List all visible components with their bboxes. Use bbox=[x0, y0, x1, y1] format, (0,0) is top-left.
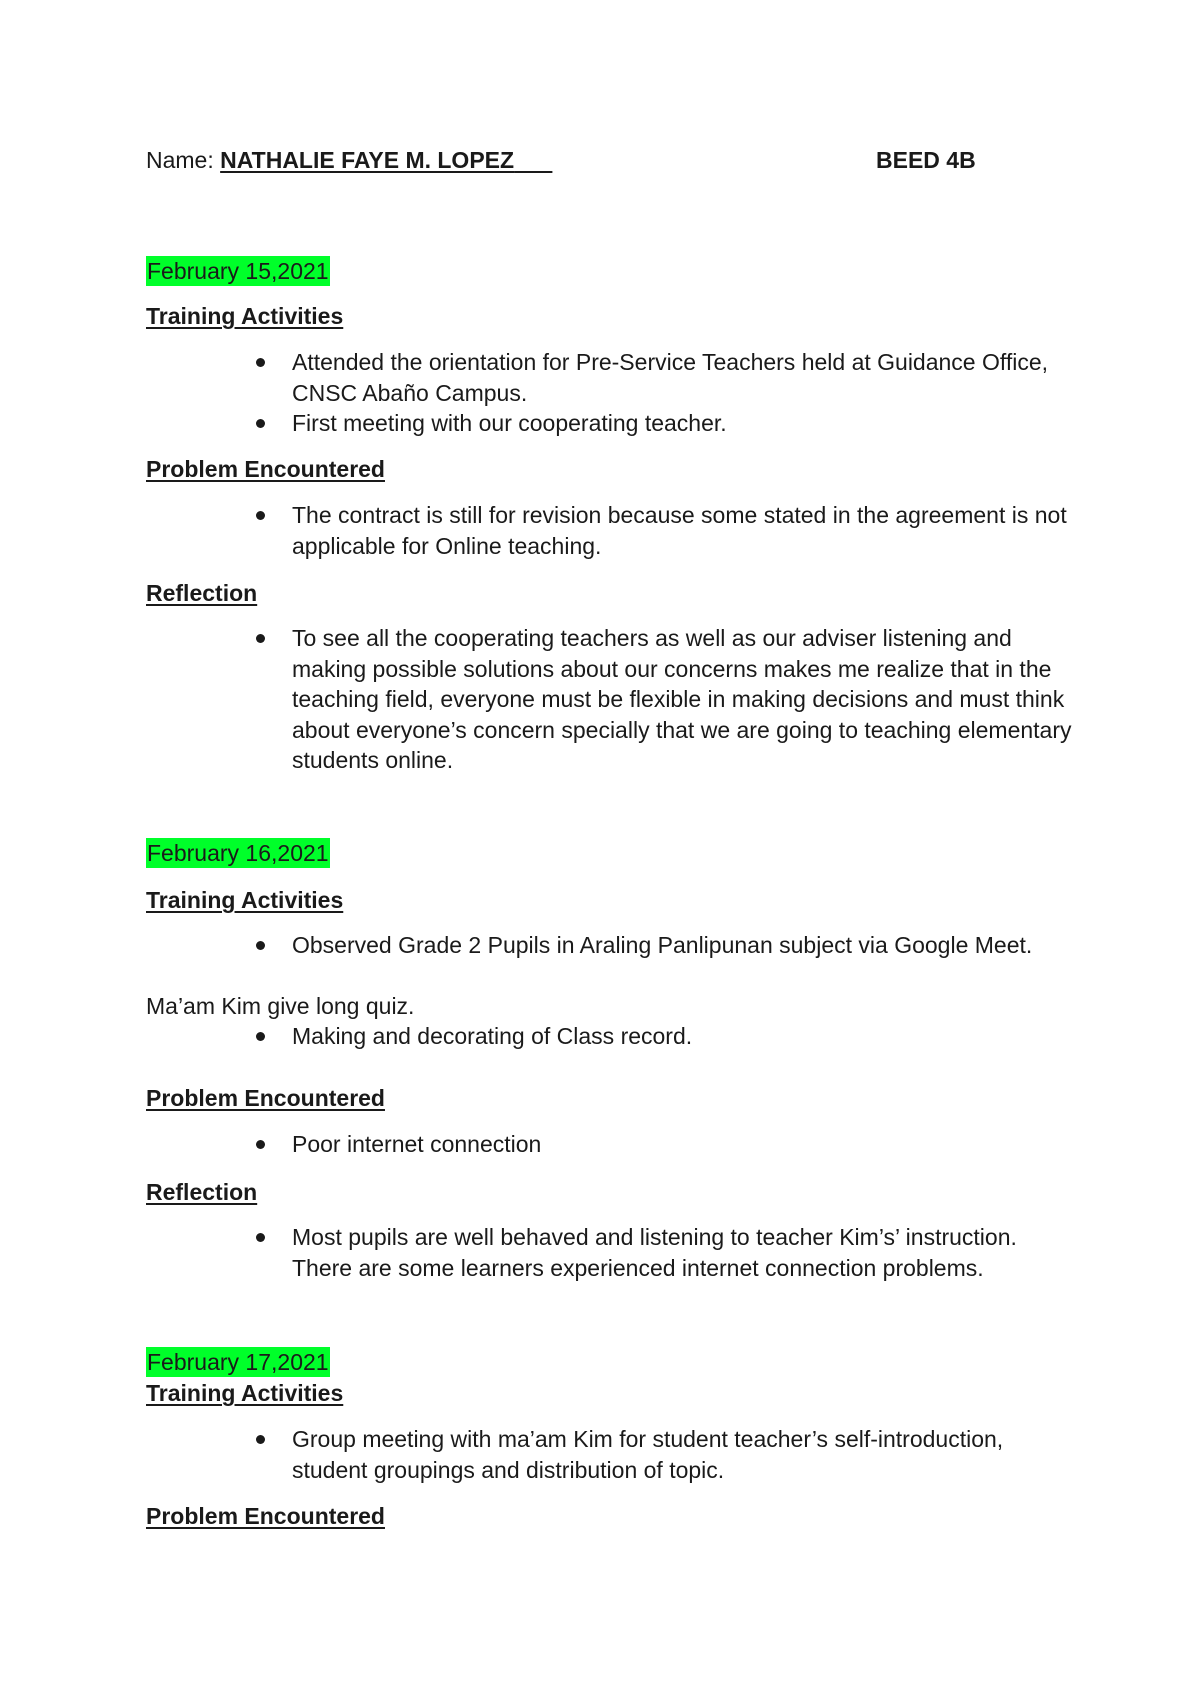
training-heading: Training Activities bbox=[146, 303, 344, 329]
bullet-icon bbox=[256, 511, 265, 520]
entry-date: February 15,2021 bbox=[147, 258, 329, 284]
entry-date: February 16,2021 bbox=[147, 840, 329, 866]
list-item: Group meeting with ma’am Kim for student teacher’s self-introduction, student groupings and distribution of topic. bbox=[292, 1426, 1004, 1483]
list-item: First meeting with our cooperating teacher. bbox=[292, 410, 727, 436]
name-underline-pad bbox=[514, 147, 552, 173]
bullet-icon bbox=[256, 1140, 265, 1149]
problem-heading: Problem Encountered bbox=[146, 1503, 385, 1529]
bullet-icon bbox=[256, 1032, 265, 1041]
name-label: Name: bbox=[146, 147, 214, 173]
bullet-icon bbox=[256, 1435, 265, 1444]
bullet-icon bbox=[256, 419, 265, 428]
section-label: BEED 4B bbox=[876, 147, 976, 173]
name-line bbox=[146, 145, 552, 175]
student-name: NATHALIE FAYE M. LOPEZ bbox=[220, 147, 552, 173]
bullet-icon bbox=[256, 634, 265, 643]
list-item: Making and decorating of Class record. bbox=[292, 1023, 693, 1049]
list-item: Attended the orientation for Pre-Service Teachers held at Guidance Office, CNSC Abaño Campus. bbox=[292, 349, 1049, 406]
note-text: Ma’am Kim give long quiz. bbox=[146, 993, 415, 1019]
list-item: The contract is still for revision because some stated in the agreement is not applicable for Online teaching. bbox=[292, 502, 1067, 559]
bullet-icon bbox=[256, 1233, 265, 1242]
training-heading: Training Activities bbox=[146, 1380, 344, 1406]
training-heading: Training Activities bbox=[146, 887, 344, 913]
entry-date: February 17,2021 bbox=[147, 1349, 329, 1375]
reflection-heading: Reflection bbox=[146, 580, 258, 606]
list-item: To see all the cooperating teachers as well as our adviser listening and making possible solutions about our concerns makes me realize that in the teaching field, everyone must be flexible in making decisions and must think about everyone’s concern specially that we are going to teaching elementary students online. bbox=[292, 625, 1072, 773]
list-item: Most pupils are well behaved and listening to teacher Kim’s’ instruction. There are some learners experienced internet connection problems. bbox=[292, 1224, 1017, 1281]
problem-heading: Problem Encountered bbox=[146, 1085, 385, 1111]
bullet-icon bbox=[256, 358, 265, 367]
bullet-icon bbox=[256, 941, 265, 950]
reflection-heading: Reflection bbox=[146, 1179, 258, 1205]
list-item: Poor internet connection bbox=[292, 1131, 542, 1157]
problem-heading: Problem Encountered bbox=[146, 456, 385, 482]
list-item: Observed Grade 2 Pupils in Araling Panlipunan subject via Google Meet. bbox=[292, 932, 1033, 958]
